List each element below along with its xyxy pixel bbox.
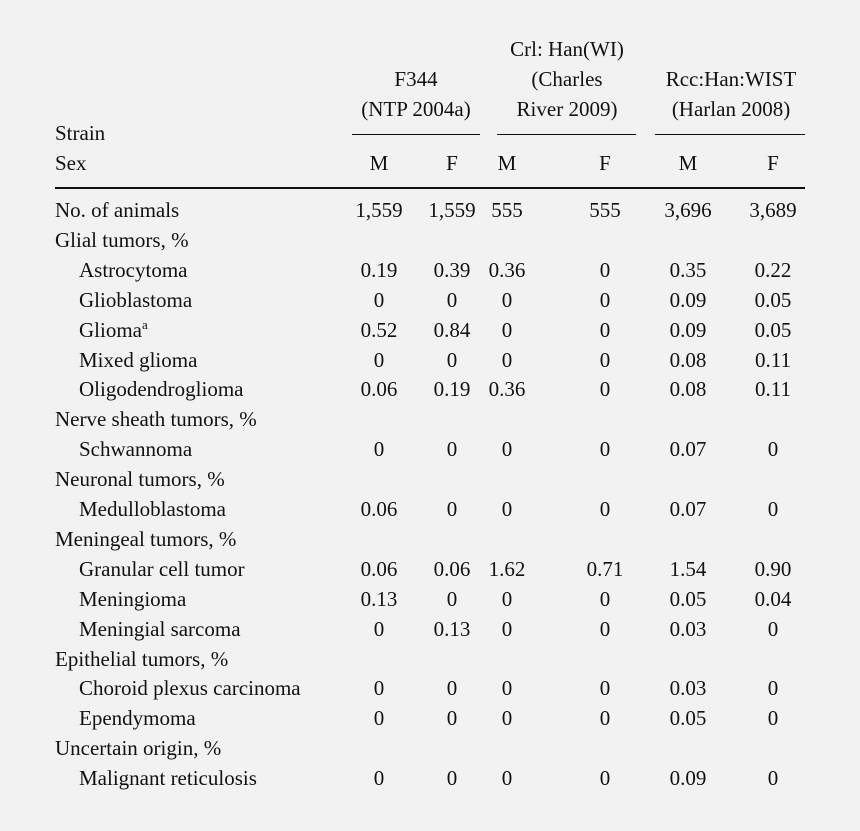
- row-label-text: Neuronal tumors, %: [55, 467, 225, 492]
- group-rule-f344: [352, 134, 480, 135]
- group-f344-line1: F344: [394, 67, 438, 91]
- row-label: [55, 407, 257, 431]
- table-cell: 0: [767, 497, 779, 521]
- table-cell: 0.13: [360, 586, 398, 611]
- row-label: [79, 557, 245, 581]
- table-cell: 0: [599, 706, 611, 731]
- header-rule: [55, 187, 805, 189]
- table-cell: 0: [599, 377, 611, 402]
- table-cell: 0.05: [669, 706, 707, 731]
- row-label-text: Meningeal tumors, %: [55, 526, 237, 551]
- table-cell: 0: [767, 437, 779, 462]
- table-cell: 0: [373, 287, 385, 312]
- group-rule-rcc: [655, 134, 805, 135]
- table-cell: 0.19: [433, 377, 471, 402]
- table-cell: 0.09: [669, 317, 707, 342]
- row-label-text: Glioblastoma: [79, 287, 193, 312]
- table-cell: 0: [767, 676, 779, 701]
- table-cell: 0: [501, 616, 513, 641]
- table-cell: 1.62: [488, 556, 526, 581]
- table-cell: 0: [373, 347, 385, 372]
- table-cell: 0.36: [488, 257, 526, 282]
- table-cell: 0.05: [754, 317, 792, 342]
- sex-header-cell: M: [497, 151, 517, 175]
- table-cell: 0: [599, 347, 611, 372]
- table-cell: 0.11: [755, 347, 791, 372]
- table-cell: 0: [599, 287, 611, 312]
- row-label: [55, 228, 189, 252]
- sex-label: Sex: [55, 151, 87, 175]
- table-cell: 0: [599, 616, 611, 641]
- table-cell: 0.35: [669, 257, 707, 282]
- table-cell: 0: [446, 676, 458, 701]
- row-label-text: Nerve sheath tumors, %: [55, 407, 257, 432]
- group-f344-line2: (NTP 2004a): [361, 97, 471, 121]
- table-cell: 0: [446, 287, 458, 312]
- row-label: [79, 318, 148, 342]
- table-cell: 0: [501, 347, 513, 372]
- table-cell: 0.09: [669, 287, 707, 312]
- table-cell: 0: [373, 676, 385, 701]
- table-cell: 0: [599, 257, 611, 282]
- row-label: [79, 348, 197, 372]
- table-cell: 0.90: [754, 556, 792, 581]
- sex-header-cell: M: [678, 151, 698, 175]
- table-cell: 0.08: [669, 347, 707, 372]
- table-cell: 0: [501, 706, 513, 731]
- row-label: [79, 377, 243, 401]
- row-label: [79, 676, 301, 700]
- group-rcc-line1: Rcc:Han:WIST: [665, 67, 797, 91]
- table-cell: 0: [446, 347, 458, 372]
- row-label: [55, 647, 228, 671]
- sex-header-cell: F: [599, 151, 611, 175]
- table-cell: 0.06: [360, 556, 398, 581]
- table-cell: 0: [599, 497, 611, 521]
- table-cell: 0: [767, 616, 779, 641]
- table-cell: 0.19: [360, 257, 398, 282]
- table-cell: 0.07: [669, 437, 707, 462]
- table-cell: 0.39: [433, 257, 471, 282]
- table-cell: 0.04: [754, 586, 792, 611]
- table-cell: 0: [767, 706, 779, 731]
- sex-header-cell: F: [446, 151, 458, 175]
- table-cell: 0.06: [360, 377, 398, 402]
- row-label-text: Choroid plexus carcinoma: [79, 676, 301, 701]
- table-cell: 0: [501, 766, 513, 791]
- footnote-marker: a: [142, 316, 148, 332]
- table-cell: 0.07: [669, 497, 707, 521]
- table-cell: 0: [501, 676, 513, 701]
- table-cell: 0.03: [669, 676, 707, 701]
- table-cell: 0.22: [754, 257, 792, 282]
- table-cell: 0.84: [433, 317, 471, 342]
- table-cell: 0: [599, 586, 611, 611]
- row-label: [55, 198, 179, 222]
- table-cell: 0: [446, 497, 458, 521]
- table-cell: 0: [599, 676, 611, 701]
- row-label-text: Glial tumors, %: [55, 227, 189, 252]
- table-cell: 3,696: [664, 198, 712, 222]
- table-cell: 0.06: [360, 497, 398, 521]
- table-cell: 0.05: [669, 586, 707, 611]
- table-cell: 0: [501, 287, 513, 312]
- row-label-text: Ependymoma: [79, 706, 196, 731]
- table-cell: 0.13: [433, 616, 471, 641]
- strain-label: Strain: [55, 121, 106, 145]
- sex-header-cell: M: [369, 151, 389, 175]
- group-crl-line1: Crl: Han(WI): [510, 37, 624, 61]
- group-rule-crl: [497, 134, 636, 135]
- row-label-text: Oligodendroglioma: [79, 377, 244, 402]
- group-crl-line2: (Charles: [531, 67, 603, 91]
- table-cell: 0: [599, 317, 611, 342]
- row-label: [55, 467, 225, 491]
- table-cell: 3,689: [749, 198, 797, 222]
- table-cell: 0.36: [488, 377, 526, 402]
- row-label: [79, 587, 186, 611]
- row-label: [79, 288, 192, 312]
- table-cell: 0.09: [669, 766, 707, 791]
- row-label: [79, 766, 257, 790]
- row-label: [55, 527, 236, 551]
- table-cell: 0.52: [360, 317, 398, 342]
- row-label-text: Mixed glioma: [79, 347, 198, 372]
- table-cell: 0: [599, 437, 611, 462]
- table-cell: 0.06: [433, 556, 471, 581]
- row-label-text: Glioma: [79, 317, 142, 342]
- row-label-text: Astrocytoma: [79, 257, 188, 282]
- row-label-text: Meningial sarcoma: [79, 616, 241, 641]
- table-cell: 0: [501, 437, 513, 462]
- row-label: [79, 258, 187, 282]
- table-cell: 0: [373, 616, 385, 641]
- table-cell: 0: [501, 497, 513, 521]
- table-cell: 0: [767, 766, 779, 791]
- row-label-text: No. of animals: [55, 198, 180, 222]
- table-cell: 0: [446, 706, 458, 731]
- table-cell: 0.03: [669, 616, 707, 641]
- table-cell: 0: [599, 766, 611, 791]
- row-label-text: Malignant reticulosis: [79, 766, 257, 791]
- table-cell: 0: [501, 586, 513, 611]
- sex-header-cell: F: [767, 151, 779, 175]
- row-label: [79, 497, 226, 521]
- row-label: [79, 617, 241, 641]
- table-cell: 0: [373, 766, 385, 791]
- table-cell: 0: [373, 437, 385, 462]
- table-cell: 0: [446, 766, 458, 791]
- row-label-text: Medulloblastoma: [79, 497, 226, 521]
- table-cell: 1.54: [669, 556, 707, 581]
- table-cell: 0: [501, 317, 513, 342]
- group-crl-line3: River 2009): [516, 97, 618, 121]
- row-label-text: Meningioma: [79, 586, 187, 611]
- group-rcc-line2: (Harlan 2008): [671, 97, 791, 121]
- table-cell: 555: [491, 198, 523, 222]
- table-cell: 1,559: [355, 198, 403, 222]
- row-label: [79, 706, 196, 730]
- row-label-text: Epithelial tumors, %: [55, 646, 229, 671]
- table-cell: 1,559: [428, 198, 476, 222]
- table-cell: 0: [446, 437, 458, 462]
- table-cell: 0.05: [754, 287, 792, 312]
- table-cell: 0: [373, 706, 385, 731]
- row-label: [79, 437, 192, 461]
- table-cell: 0: [446, 586, 458, 611]
- row-label-text: Granular cell tumor: [79, 556, 245, 581]
- row-label-text: Schwannoma: [79, 437, 193, 462]
- table-cell: 0.11: [755, 377, 791, 402]
- table-cell: 0.08: [669, 377, 707, 402]
- table-cell: 0.71: [586, 556, 624, 581]
- table-cell: 555: [589, 198, 621, 222]
- row-label: [55, 736, 221, 760]
- row-label-text: Uncertain origin, %: [55, 736, 222, 761]
